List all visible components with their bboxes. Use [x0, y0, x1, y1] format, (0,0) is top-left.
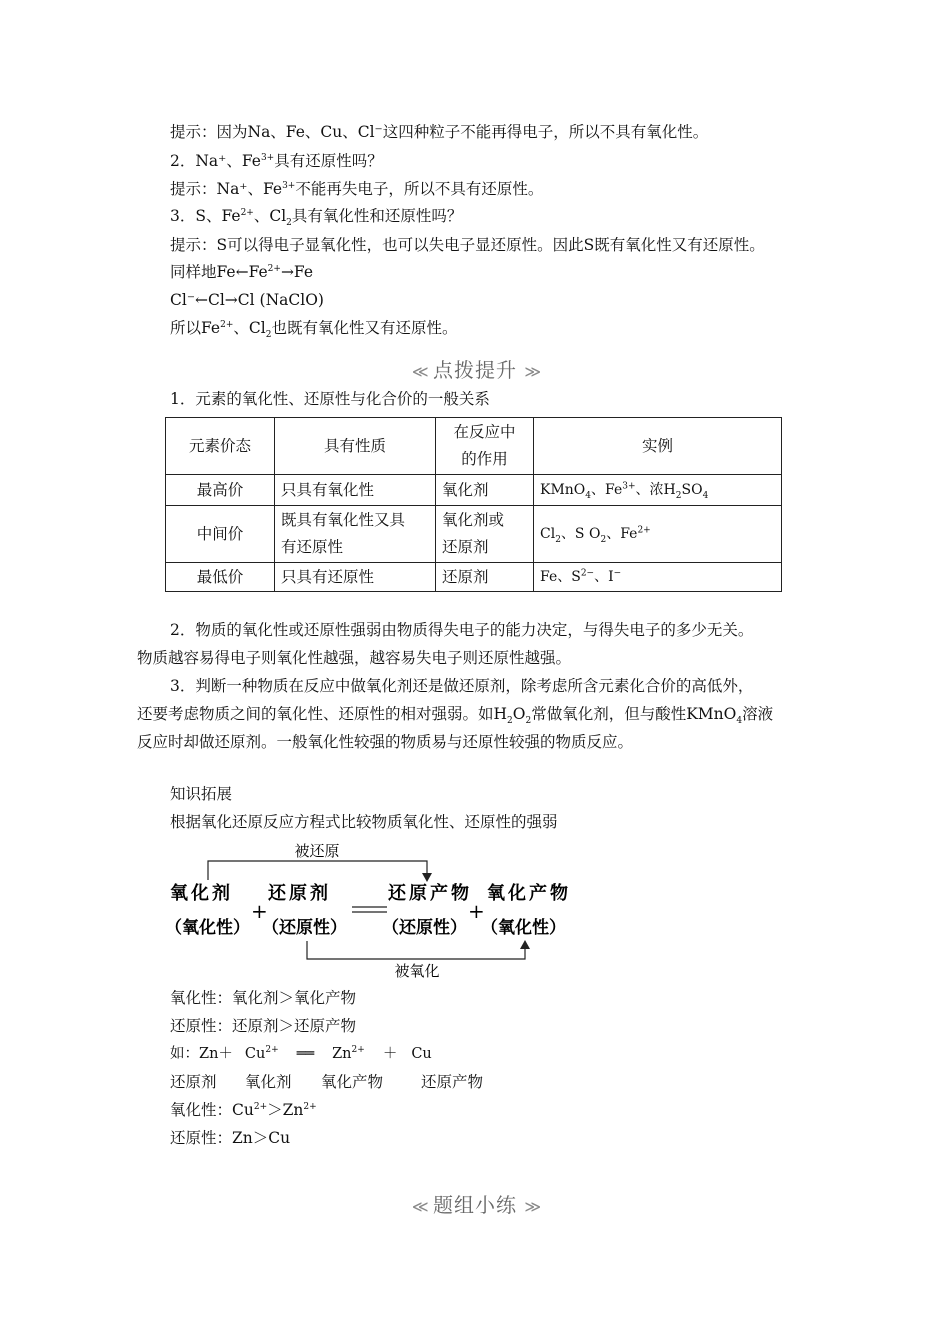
oxidant-property: （氧化性） — [165, 918, 250, 938]
example-role: 氧化剂 — [245, 1073, 292, 1091]
point-2-line-2: 物质越容易得电子则氧化性越强，越容易失电子则还原性越强。 — [137, 649, 572, 667]
oxidation-product-property: （氧化性） — [481, 918, 566, 938]
table-header-row — [166, 418, 782, 475]
example-role: 氧化产物 — [321, 1073, 384, 1091]
similar-fe: 同样地$Fe\leftarrow Fe^{2+}\to Fe$ — [170, 263, 314, 281]
point-3-line-1: 3．判断一种物质在反应中做氧化剂还是做还原剂，除考虑所含元素化合价的高低外， — [170, 677, 754, 695]
section-title-tips: ≪ 点拨提升 ≫ — [411, 358, 539, 382]
section-title-practice: ≪ 题组小练 ≫ — [411, 1193, 539, 1217]
table-cell: 氧化剂 — [436, 475, 534, 506]
extension-title: 知识拓展 — [170, 785, 233, 803]
table-row — [166, 563, 782, 592]
example-role: 还原剂 — [170, 1073, 217, 1091]
oxidized-bracket — [307, 941, 525, 959]
table-header: 具有性质 — [275, 418, 436, 475]
reduction-product: 还原产物 — [388, 883, 472, 904]
example-equation: 如：$Zn+ Cu^{2+}$ ══ $Zn^{2+} + Cu$ — [170, 1045, 432, 1062]
oxidized-label: 被氧化 — [394, 962, 440, 980]
question-2: 2．Na⁺、$Fe^{3+}$具有还原性吗？ — [170, 152, 383, 170]
plus-sign: + — [468, 899, 485, 923]
conclusion: 所以$Fe^{2+}$、$Cl_2$也既有氧化性又有还原性。 — [170, 319, 458, 341]
table-cell: $Cl_2$、S $O_2$、$Fe^{2+}$ — [534, 506, 782, 563]
table-cell: 中间价 — [166, 506, 275, 563]
hint-1: 提示：因为Na、Fe、Cu、Cl⁻这四种粒子不能再得电子，所以不具有氧化性。 — [170, 123, 709, 141]
table-cell: 氧化剂或 还原剂 — [436, 506, 534, 563]
compare-oxidizing: 氧化性：$Cu^{2+}>Zn^{2+}$ — [170, 1101, 317, 1119]
arrow-head — [422, 873, 432, 882]
cl-chain: Cl⁻←Cl→Cl (NaClO) — [170, 291, 324, 309]
point-3-line-3: 反应时却做还原剂。一般氧化性较强的物质易与还原性较强的物质反应。 — [137, 733, 634, 751]
question-3: 3．S、$Fe^{2+}$、$Cl_2$具有氧化性和还原性吗？ — [170, 207, 463, 229]
table-header: 元素价态 — [166, 418, 275, 475]
hint-3: 提示：S可以得电子显氧化性，也可以失电子显还原性。因此S既有氧化性又有还原性。 — [170, 236, 765, 254]
reductant-property: （还原性） — [262, 918, 347, 938]
table-row — [166, 506, 782, 563]
valence-table — [165, 417, 782, 592]
reduced-label: 被还原 — [294, 842, 340, 860]
example-role: 还原产物 — [421, 1073, 484, 1091]
compare-reducing: 还原性：Zn＞Cu — [170, 1129, 291, 1147]
reduced-bracket — [208, 861, 427, 880]
table-header: 在反应中 的作用 — [436, 418, 534, 475]
point-2-line-1: 2．物质的氧化性或还原性强弱由物质得失电子的能力决定，与得失电子的多少无关。 — [170, 621, 754, 639]
rule-reducing: 还原性：还原剂＞还原产物 — [170, 1017, 357, 1035]
table-cell: 既具有氧化性又具 有还原性 — [275, 506, 436, 563]
table-cell: KMnO$_4$、$Fe^{3+}$、浓$H_2SO_4$ — [534, 475, 782, 506]
plus-sign: + — [251, 899, 268, 923]
oxidation-product: 氧化产物 — [487, 883, 571, 904]
table-row — [166, 475, 782, 506]
extension-subtitle: 根据氧化还原反应方程式比较物质氧化性、还原性的强弱 — [170, 813, 558, 831]
table-header: 实例 — [534, 418, 782, 475]
table-cell: 还原剂 — [436, 563, 534, 592]
table-cell: 最低价 — [166, 563, 275, 592]
hint-2: 提示：Na⁺、$Fe^{3+}$不能再失电子，所以不具有还原性。 — [170, 180, 544, 198]
rule-oxidizing: 氧化性：氧化剂＞氧化产物 — [170, 989, 357, 1007]
point-1: 1．元素的氧化性、还原性与化合价的一般关系 — [170, 390, 490, 408]
arrow-head — [520, 940, 530, 949]
redox-diagram — [165, 838, 585, 987]
table-cell: 最高价 — [166, 475, 275, 506]
table-cell: 只具有还原性 — [275, 563, 436, 592]
table-cell: Fe、$S^{2-}$、I− — [534, 563, 782, 592]
oxidant: 氧化剂 — [170, 883, 233, 904]
table-cell: 只具有氧化性 — [275, 475, 436, 506]
redox-diagram-svg — [165, 838, 585, 983]
reduction-product-property: （还原性） — [382, 918, 467, 938]
reductant: 还原剂 — [268, 883, 331, 904]
point-3-line-2: 还要考虑物质之间的氧化性、还原性的相对强弱。如$H_2O_2$常做氧化剂，但与酸性KMnO$_4$溶液 — [137, 705, 774, 727]
